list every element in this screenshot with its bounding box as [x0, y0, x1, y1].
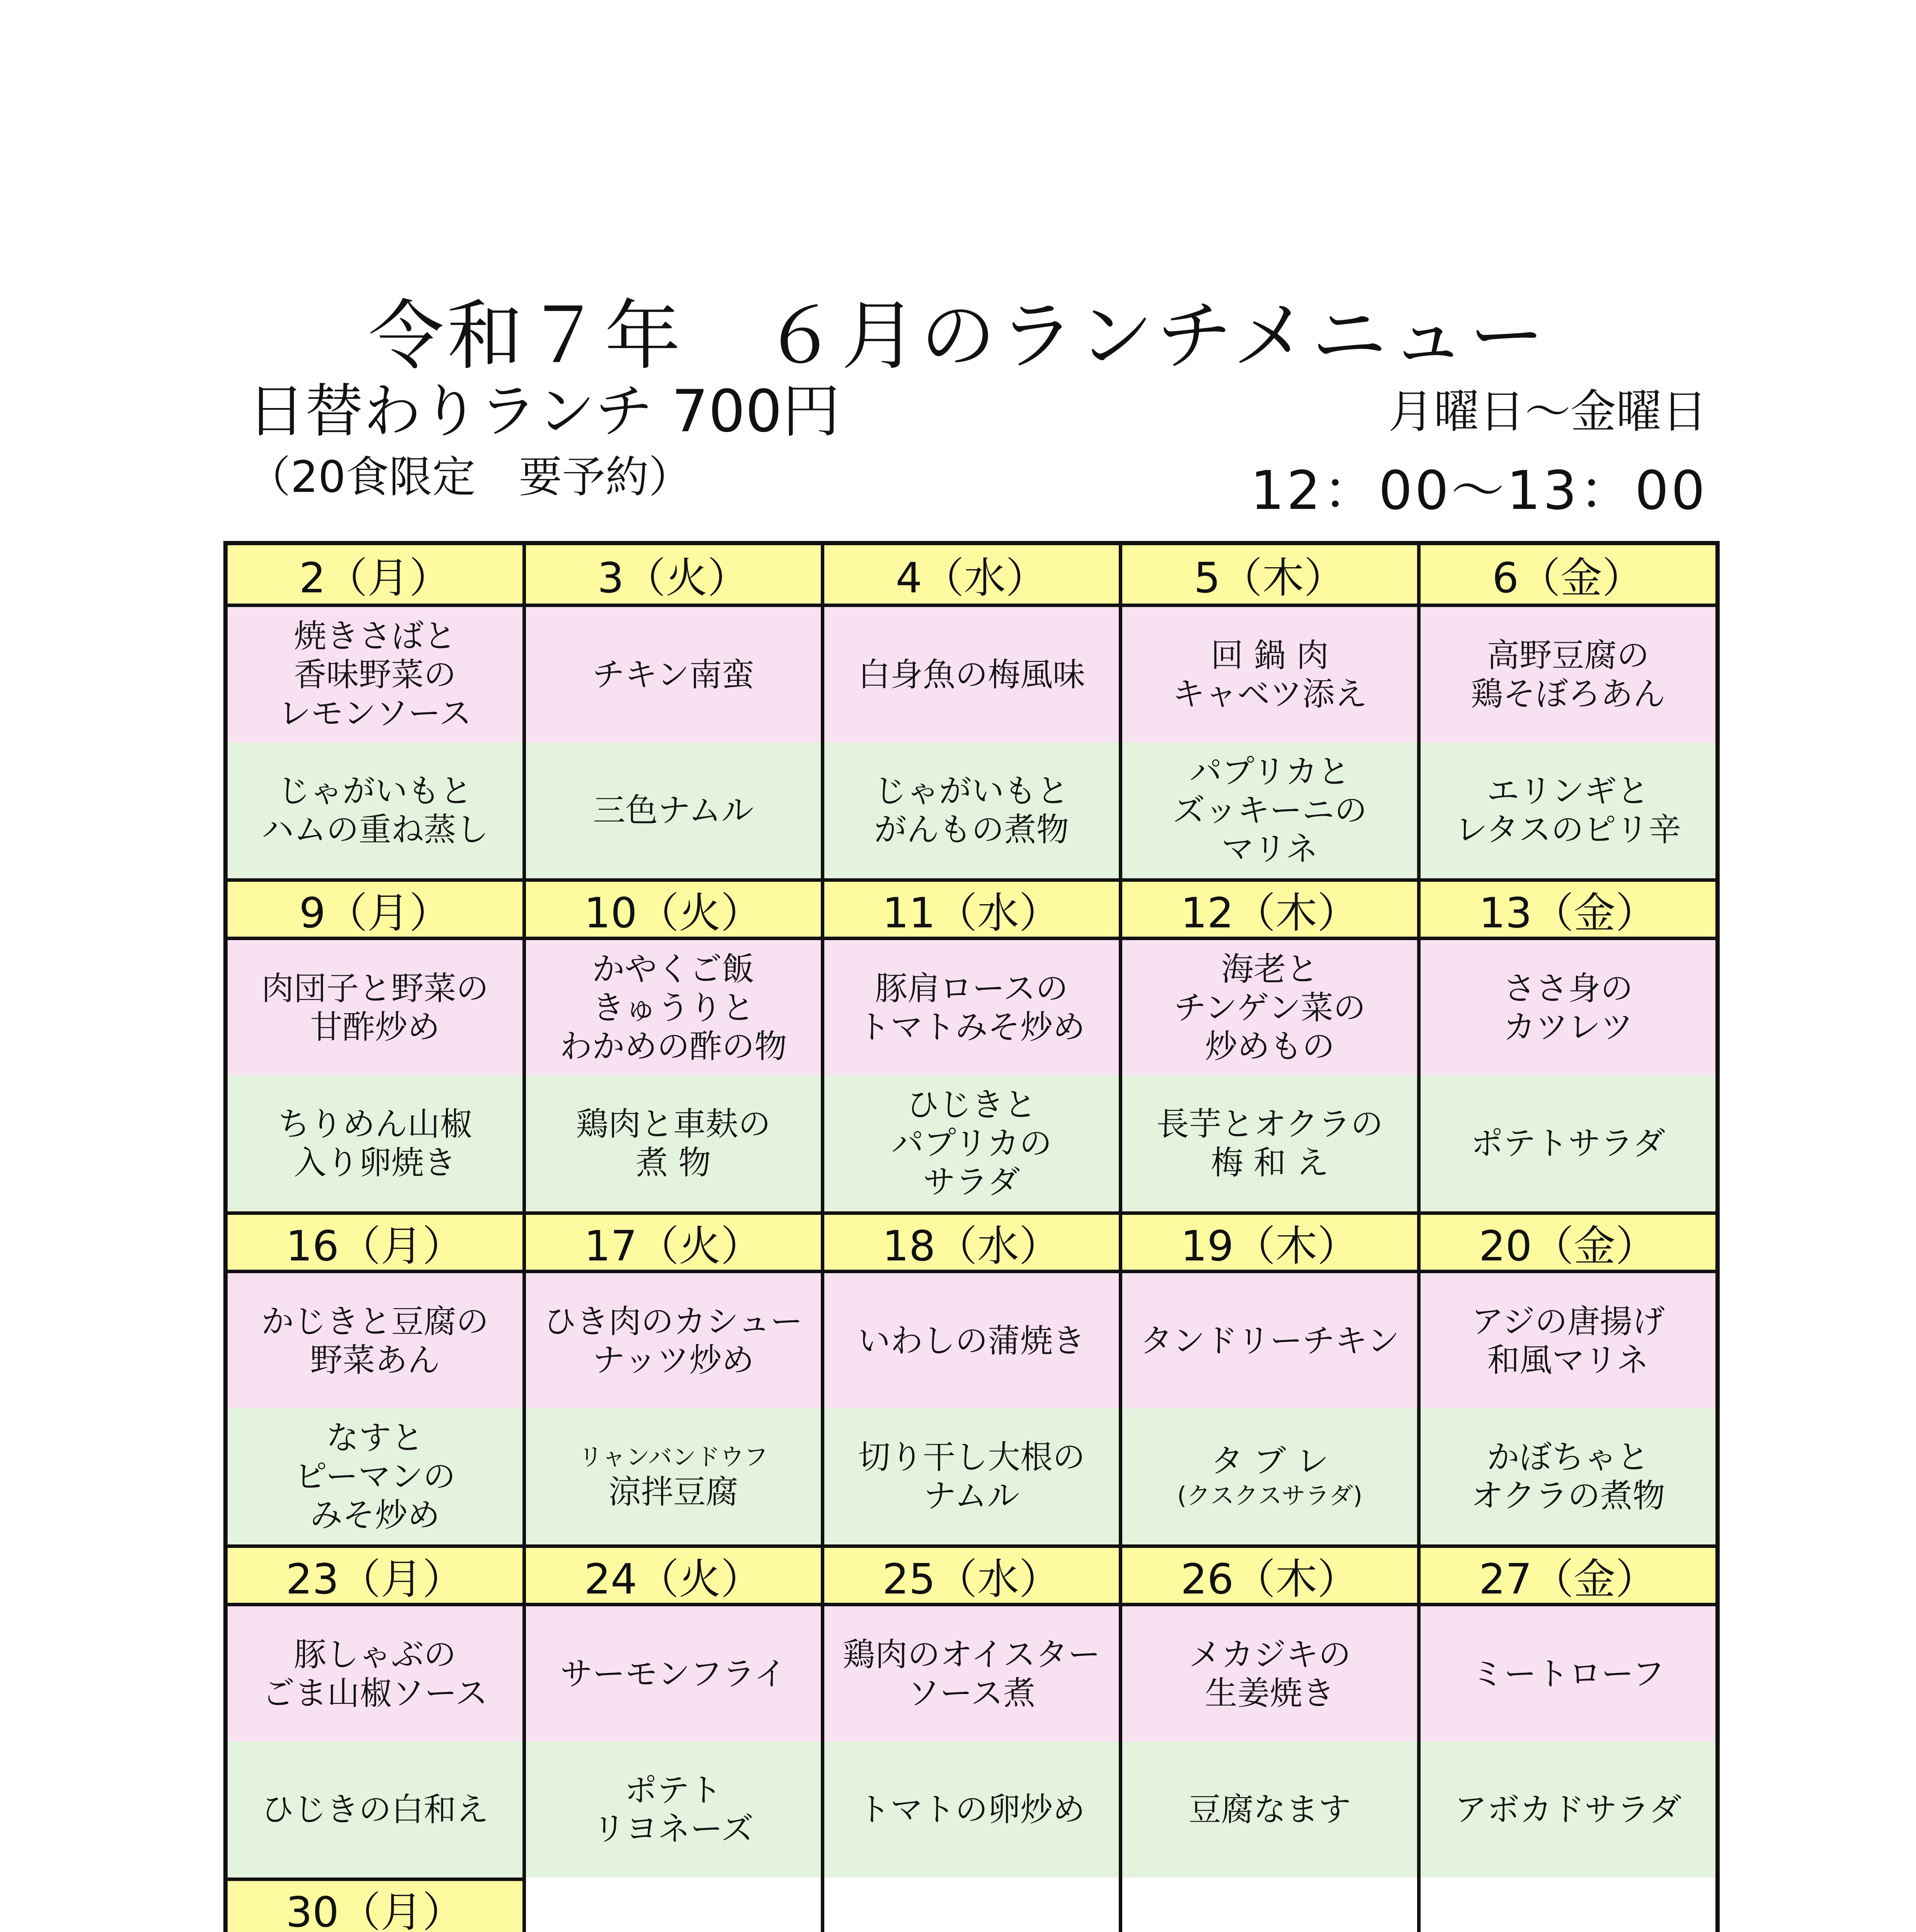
main-dish: 海老と チンゲン菜の 炒めもの [1122, 940, 1417, 1075]
main-dish: いわしの蒲焼き [824, 1273, 1119, 1408]
date-header: 5（木） [1122, 545, 1417, 607]
side-dish: ちりめん山椒 入り卵焼き [228, 1075, 522, 1211]
side-dish: ポテトサラダ [1421, 1075, 1715, 1211]
day-cell [1122, 545, 1421, 878]
empty-day-cell [526, 1878, 824, 1932]
side-dish [1122, 1408, 1417, 1544]
empty-date-header [1122, 1878, 1417, 1932]
main-dish: アジの唐揚げ 和風マリネ [1421, 1273, 1715, 1408]
day-cell [824, 545, 1123, 878]
day-cell [1122, 878, 1421, 1211]
date-header: 11（水） [824, 878, 1119, 940]
main-dish: 肉団子と野菜の 甘酢炒め [228, 940, 522, 1075]
day-cell [824, 878, 1123, 1211]
day-cell [1421, 545, 1715, 878]
day-cell [228, 878, 526, 1211]
day-cell [1421, 1211, 1715, 1544]
main-dish: サーモンフライ [526, 1606, 821, 1742]
side-dish: ひじきと パプリカの サラダ [824, 1075, 1119, 1211]
side-dish-note: (クスクスサラダ) [1177, 1481, 1363, 1510]
day-cell [1122, 1544, 1421, 1878]
side-dish: エリンギと レタスのピリ辛 [1421, 742, 1715, 878]
day-cell [824, 1544, 1123, 1878]
main-dish: ミートローフ [1421, 1606, 1715, 1742]
day-cell [228, 1544, 526, 1878]
day-cell [228, 1211, 526, 1544]
day-cell [1421, 1544, 1715, 1878]
side-dish: 鶏肉と車麸の 煮 物 [526, 1075, 821, 1211]
date-header: 19（木） [1122, 1211, 1417, 1273]
empty-date-header [526, 1878, 821, 1932]
week-row [228, 545, 1715, 878]
week-row [228, 1211, 1715, 1544]
main-dish: メカジキの 生姜焼き [1122, 1606, 1417, 1742]
side-dish: トマトの卵炒め [824, 1742, 1119, 1878]
side-dish: なすと ピーマンの みそ炒め [228, 1408, 522, 1544]
side-dish [526, 1408, 821, 1544]
lunch-price-label: 日替わりランチ 700円 [247, 378, 840, 445]
service-days: 月曜日～金曜日 [1388, 385, 1707, 438]
side-dish: じゃがいもと がんもの煮物 [824, 742, 1119, 878]
reservation-note: （20食限定 要予約） [247, 452, 692, 502]
date-header: 27（金） [1421, 1544, 1715, 1606]
day-cell [1421, 878, 1715, 1211]
main-dish: かやくご飯 きゅうりと わかめの酢の物 [526, 940, 821, 1075]
side-dish: かぼちゃと オクラの煮物 [1421, 1408, 1715, 1544]
main-dish: かじきと豆腐の 野菜あん [228, 1273, 522, 1408]
week-row [228, 1544, 1715, 1878]
side-dish: じゃがいもと ハムの重ね蒸し [228, 742, 522, 878]
empty-day-cell [1122, 1878, 1421, 1932]
day-cell [526, 545, 824, 878]
day-cell [228, 1878, 526, 1932]
main-dish: 高野豆腐の 鶏そぼろあん [1421, 607, 1715, 742]
side-dish-name: 涼拌豆腐 [608, 1473, 738, 1511]
side-dish: 三色ナムル [526, 742, 821, 878]
week-row [228, 1878, 1715, 1932]
main-dish: ひき肉のカシュー ナッツ炒め [526, 1273, 821, 1408]
week-row [228, 878, 1715, 1211]
date-header: 3（火） [526, 545, 821, 607]
empty-date-header [1421, 1878, 1715, 1932]
side-dish: アボカドサラダ [1421, 1742, 1715, 1878]
main-dish: 回 鍋 肉 キャベツ添え [1122, 607, 1417, 742]
side-dish: ポテト リヨネーズ [526, 1742, 821, 1878]
date-header: 2（月） [228, 545, 522, 607]
main-dish: 焼きさばと 香味野菜の レモンソース [228, 607, 522, 742]
empty-day-cell [1421, 1878, 1715, 1932]
main-dish: ささ身の カツレツ [1421, 940, 1715, 1075]
date-header: 18（水） [824, 1211, 1119, 1273]
page-title: 令和７年 ６月のランチメニュー [368, 292, 1548, 380]
date-header: 12（木） [1122, 878, 1417, 940]
menu-calendar [223, 541, 1720, 1932]
date-header: 26（木） [1122, 1544, 1417, 1606]
empty-day-cell [824, 1878, 1123, 1932]
service-hours: 12：00～13：00 [1250, 459, 1707, 522]
side-dish: 長芋とオクラの 梅 和 え [1122, 1075, 1417, 1211]
date-header: 30（月） [228, 1878, 522, 1932]
day-cell [526, 878, 824, 1211]
date-header: 4（水） [824, 545, 1119, 607]
day-cell [824, 1211, 1123, 1544]
date-header: 16（月） [228, 1211, 522, 1273]
date-header: 9（月） [228, 878, 522, 940]
main-dish: タンドリーチキン [1122, 1273, 1417, 1408]
side-dish: 切り干し大根の ナムル [824, 1408, 1119, 1544]
side-dish: 豆腐なます [1122, 1742, 1417, 1878]
main-dish: 鶏肉のオイスター ソース煮 [824, 1606, 1119, 1742]
side-dish: パプリカと ズッキーニの マリネ [1122, 742, 1417, 878]
day-cell [526, 1544, 824, 1878]
side-dish: ひじきの白和え [228, 1742, 522, 1878]
main-dish: 白身魚の梅風味 [824, 607, 1119, 742]
date-header: 23（月） [228, 1544, 522, 1606]
date-header: 10（火） [526, 878, 821, 940]
day-cell [526, 1211, 824, 1544]
day-cell [228, 545, 526, 878]
side-dish-name: タ ブ レ [1211, 1442, 1329, 1480]
main-dish: 豚肩ロースの トマトみそ炒め [824, 940, 1119, 1075]
date-header: 6（金） [1421, 545, 1715, 607]
day-cell [1122, 1211, 1421, 1544]
date-header: 20（金） [1421, 1211, 1715, 1273]
main-dish: 豚しゃぶの ごま山椒ソース [228, 1606, 522, 1742]
date-header: 17（火） [526, 1211, 821, 1273]
date-header: 13（金） [1421, 878, 1715, 940]
date-header: 25（水） [824, 1544, 1119, 1606]
date-header: 24（火） [526, 1544, 821, 1606]
main-dish: チキン南蛮 [526, 607, 821, 742]
empty-date-header [824, 1878, 1119, 1932]
side-dish-ruby: リャンバンドウフ [579, 1443, 768, 1471]
